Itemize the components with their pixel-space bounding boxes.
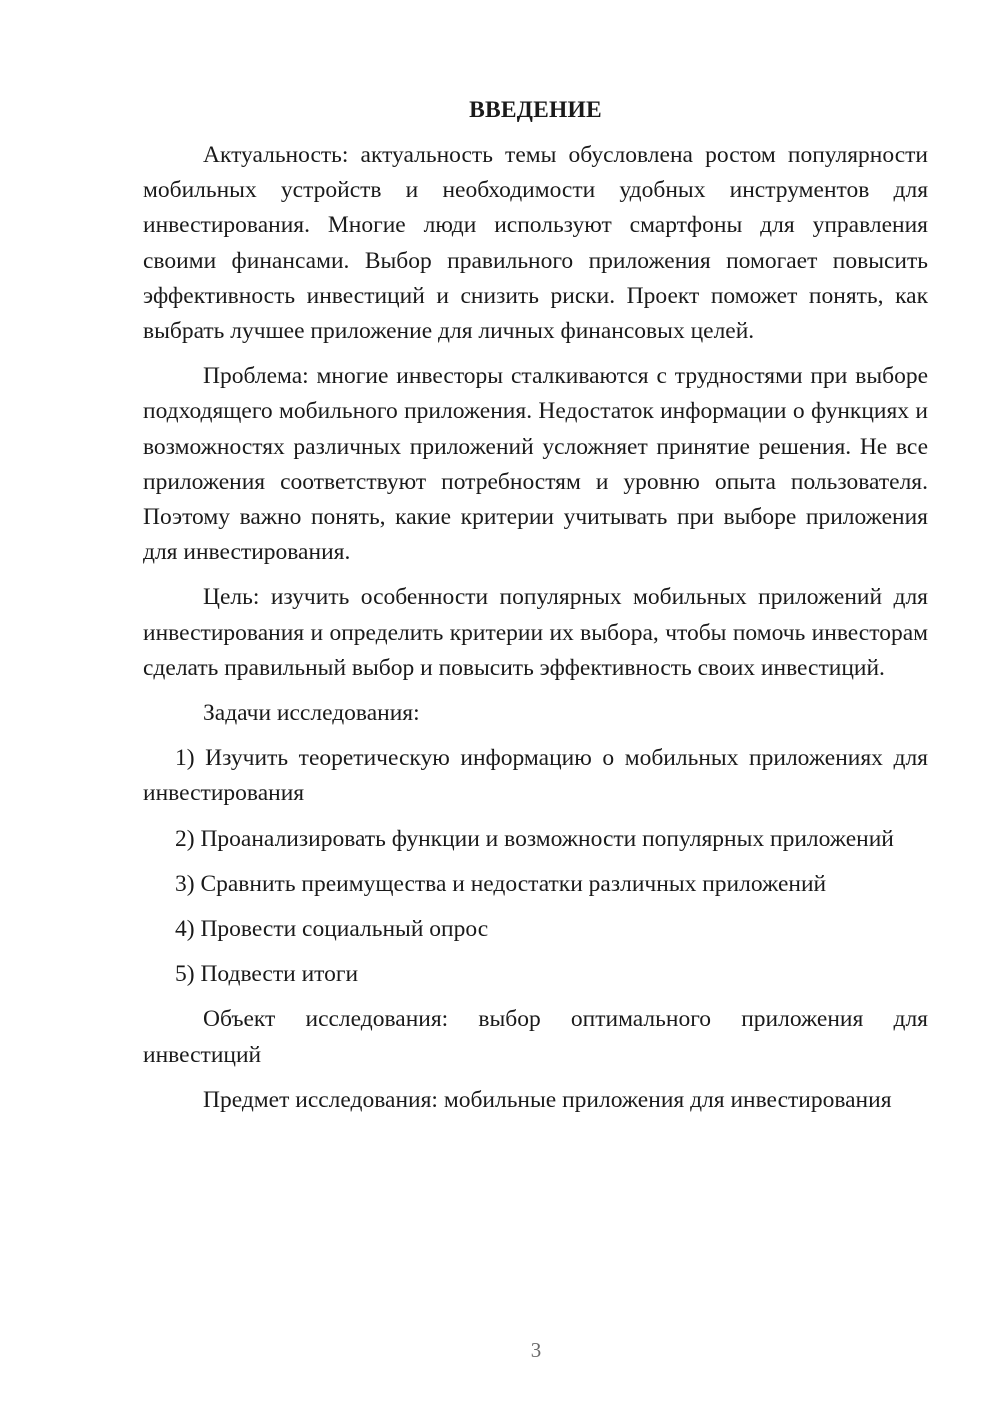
paragraph-object: Объект исследования: выбор оптимального приложения для инвестиций: [143, 1006, 928, 1068]
paragraph-goal: Цель: изучить особенности популярных мобильных приложений для инвестирования и определить критерии их выбора, чтобы помочь инвесторам сделать правильный выбор и повысить эффективность своих инвестиций.: [143, 584, 928, 681]
page-number: 3: [530, 1338, 542, 1362]
list-item: 3) Сравнить преимущества и недостатки различных приложений: [175, 870, 827, 897]
page-content: [143, 88, 928, 1128]
tasks-list: [143, 741, 928, 992]
paragraph-relevance: Актуальность: актуальность темы обусловлена ростом популярности мобильных устройств и необходимости удобных инструментов для инвестирования. Многие люди используют смартфоны для управления своими финансами. Выбор правильного приложения помогает повысить эффективность инвестиций и снизить риски. Проект поможет понять, как выбрать лучшее приложение для личных финансовых целей.: [143, 142, 928, 345]
tasks-heading: Задачи исследования:: [203, 700, 420, 727]
list-item: 5) Подвести итоги: [175, 961, 359, 988]
list-item: 2) Проанализировать функции и возможности популярных приложений: [175, 825, 894, 852]
paragraph-problem: Проблема: многие инвесторы сталкиваются с трудностями при выборе подходящего мобильного приложения. Недостаток информации о функциях и возможностях различных приложений усложняет принятие решения. Не все приложения соответствуют потребностям и уровню опыта пользователя. Поэтому важно понять, какие критерии учитывать при выборе приложения для инвестирования.: [143, 363, 928, 566]
list-item: 4) Провести социальный опрос: [175, 916, 489, 943]
paragraph-subject: Предмет исследования: мобильные приложения для инвестирования: [203, 1086, 892, 1113]
list-item: 1) Изучить теоретическую информацию о мобильных приложениях для инвестирования: [143, 745, 928, 807]
page-title: ВВЕДЕНИЕ: [469, 97, 602, 123]
